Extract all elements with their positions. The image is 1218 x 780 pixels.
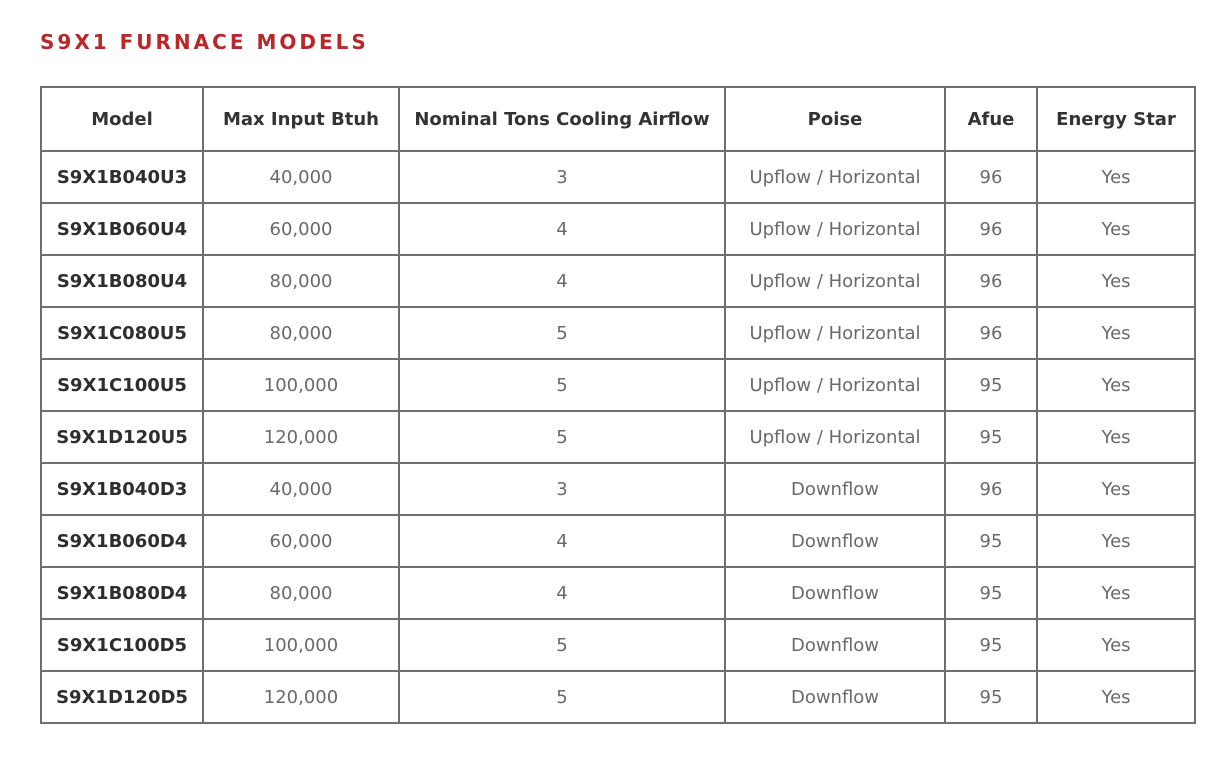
cell-nominal-tons: 5 xyxy=(399,619,725,671)
cell-afue: 95 xyxy=(945,671,1037,723)
table-header xyxy=(41,87,1195,151)
cell-afue: 96 xyxy=(945,307,1037,359)
header-row xyxy=(41,87,1195,151)
cell-nominal-tons: 5 xyxy=(399,411,725,463)
cell-max-input-btuh: 80,000 xyxy=(203,255,399,307)
cell-afue: 95 xyxy=(945,359,1037,411)
cell-poise: Downflow xyxy=(725,619,945,671)
header-nominal-tons-cooling-airflow: Nominal Tons Cooling Airflow xyxy=(399,87,725,151)
cell-max-input-btuh: 100,000 xyxy=(203,619,399,671)
table-row xyxy=(41,411,1195,463)
cell-model: S9X1D120U5 xyxy=(41,411,203,463)
header-model: Model xyxy=(41,87,203,151)
cell-afue: 95 xyxy=(945,411,1037,463)
page-title: S9X1 FURNACE MODELS xyxy=(40,30,369,54)
table-row xyxy=(41,307,1195,359)
cell-poise: Downflow xyxy=(725,671,945,723)
cell-poise: Upflow / Horizontal xyxy=(725,151,945,203)
table-row xyxy=(41,359,1195,411)
cell-max-input-btuh: 80,000 xyxy=(203,567,399,619)
cell-model: S9X1B080U4 xyxy=(41,255,203,307)
table-row xyxy=(41,619,1195,671)
cell-nominal-tons: 4 xyxy=(399,515,725,567)
cell-nominal-tons: 3 xyxy=(399,151,725,203)
cell-nominal-tons: 4 xyxy=(399,567,725,619)
cell-poise: Upflow / Horizontal xyxy=(725,203,945,255)
cell-nominal-tons: 4 xyxy=(399,255,725,307)
cell-max-input-btuh: 80,000 xyxy=(203,307,399,359)
cell-afue: 96 xyxy=(945,255,1037,307)
cell-poise: Upflow / Horizontal xyxy=(725,359,945,411)
table-row xyxy=(41,151,1195,203)
table-row xyxy=(41,203,1195,255)
cell-afue: 95 xyxy=(945,567,1037,619)
cell-poise: Downflow xyxy=(725,567,945,619)
cell-energy-star: Yes xyxy=(1037,619,1195,671)
cell-nominal-tons: 5 xyxy=(399,671,725,723)
cell-poise: Downflow xyxy=(725,463,945,515)
cell-model: S9X1B060D4 xyxy=(41,515,203,567)
cell-max-input-btuh: 40,000 xyxy=(203,151,399,203)
cell-poise: Downflow xyxy=(725,515,945,567)
table-row xyxy=(41,567,1195,619)
cell-energy-star: Yes xyxy=(1037,463,1195,515)
cell-energy-star: Yes xyxy=(1037,671,1195,723)
table-body xyxy=(41,151,1195,723)
cell-afue: 96 xyxy=(945,203,1037,255)
cell-afue: 95 xyxy=(945,515,1037,567)
cell-model: S9X1B040U3 xyxy=(41,151,203,203)
cell-afue: 95 xyxy=(945,619,1037,671)
cell-energy-star: Yes xyxy=(1037,567,1195,619)
cell-afue: 96 xyxy=(945,463,1037,515)
cell-nominal-tons: 4 xyxy=(399,203,725,255)
cell-max-input-btuh: 40,000 xyxy=(203,463,399,515)
cell-nominal-tons: 5 xyxy=(399,359,725,411)
header-energy-star: Energy Star xyxy=(1037,87,1195,151)
cell-nominal-tons: 5 xyxy=(399,307,725,359)
cell-model: S9X1B080D4 xyxy=(41,567,203,619)
table-row xyxy=(41,515,1195,567)
cell-energy-star: Yes xyxy=(1037,359,1195,411)
cell-model: S9X1D120D5 xyxy=(41,671,203,723)
cell-energy-star: Yes xyxy=(1037,151,1195,203)
cell-afue: 96 xyxy=(945,151,1037,203)
cell-nominal-tons: 3 xyxy=(399,463,725,515)
cell-max-input-btuh: 60,000 xyxy=(203,203,399,255)
cell-energy-star: Yes xyxy=(1037,255,1195,307)
table-row xyxy=(41,463,1195,515)
table-row xyxy=(41,255,1195,307)
header-max-input-btuh: Max Input Btuh xyxy=(203,87,399,151)
cell-poise: Upflow / Horizontal xyxy=(725,255,945,307)
header-afue: Afue xyxy=(945,87,1037,151)
cell-model: S9X1B060U4 xyxy=(41,203,203,255)
cell-max-input-btuh: 100,000 xyxy=(203,359,399,411)
cell-energy-star: Yes xyxy=(1037,203,1195,255)
cell-poise: Upflow / Horizontal xyxy=(725,411,945,463)
cell-model: S9X1C100U5 xyxy=(41,359,203,411)
cell-model: S9X1C100D5 xyxy=(41,619,203,671)
cell-max-input-btuh: 120,000 xyxy=(203,411,399,463)
cell-model: S9X1C080U5 xyxy=(41,307,203,359)
table-row xyxy=(41,671,1195,723)
cell-energy-star: Yes xyxy=(1037,515,1195,567)
furnace-models-table xyxy=(40,86,1196,724)
cell-max-input-btuh: 120,000 xyxy=(203,671,399,723)
cell-max-input-btuh: 60,000 xyxy=(203,515,399,567)
cell-model: S9X1B040D3 xyxy=(41,463,203,515)
header-poise: Poise xyxy=(725,87,945,151)
cell-energy-star: Yes xyxy=(1037,307,1195,359)
cell-poise: Upflow / Horizontal xyxy=(725,307,945,359)
cell-energy-star: Yes xyxy=(1037,411,1195,463)
